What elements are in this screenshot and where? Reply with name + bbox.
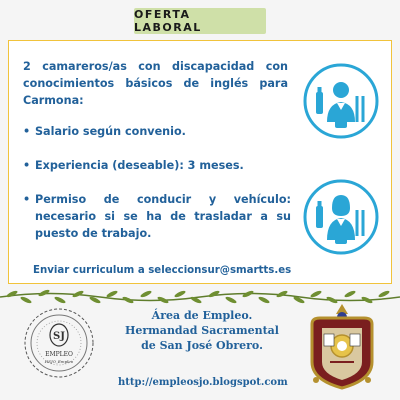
footer-line-2: Hermandad Sacramental: [124, 324, 279, 337]
brotherhood-crest: [302, 300, 382, 392]
bullet-experience: • Experiencia (deseable): 3 meses.: [23, 157, 291, 174]
offer-bullets: [23, 123, 291, 259]
logo-monogram: SJ: [53, 331, 65, 342]
waiter-icon: [302, 62, 380, 140]
logo-word: EMPLEO: [45, 351, 73, 358]
contact-email[interactable]: Enviar curriculum a seleccionsur@smartts.es: [33, 265, 292, 276]
waitress-icon: [302, 178, 380, 256]
footer-text: [118, 308, 286, 353]
logo-subtitle: HSJO_Empleo: [44, 359, 74, 364]
header-title: OFERTA LABORAL: [134, 8, 202, 34]
job-offer-card: [8, 40, 392, 284]
empleo-logo: [22, 303, 96, 389]
footer-line-1: Área de Empleo.: [151, 309, 253, 322]
bullet-license: • Permiso de conducir y vehículo: necesario si se ha de trasladar a su puesto de trabajo.: [23, 191, 291, 242]
header-banner: [134, 8, 266, 34]
offer-intro: 2 camareros/as con discapacidad con conocimientos básicos de inglés para Carmona:: [23, 60, 288, 107]
blog-link[interactable]: http://empleosjo.blogspot.com: [118, 377, 288, 388]
footer-line-3: de San José Obrero.: [141, 339, 263, 352]
bullet-salary: • Salario según convenio.: [23, 123, 291, 140]
